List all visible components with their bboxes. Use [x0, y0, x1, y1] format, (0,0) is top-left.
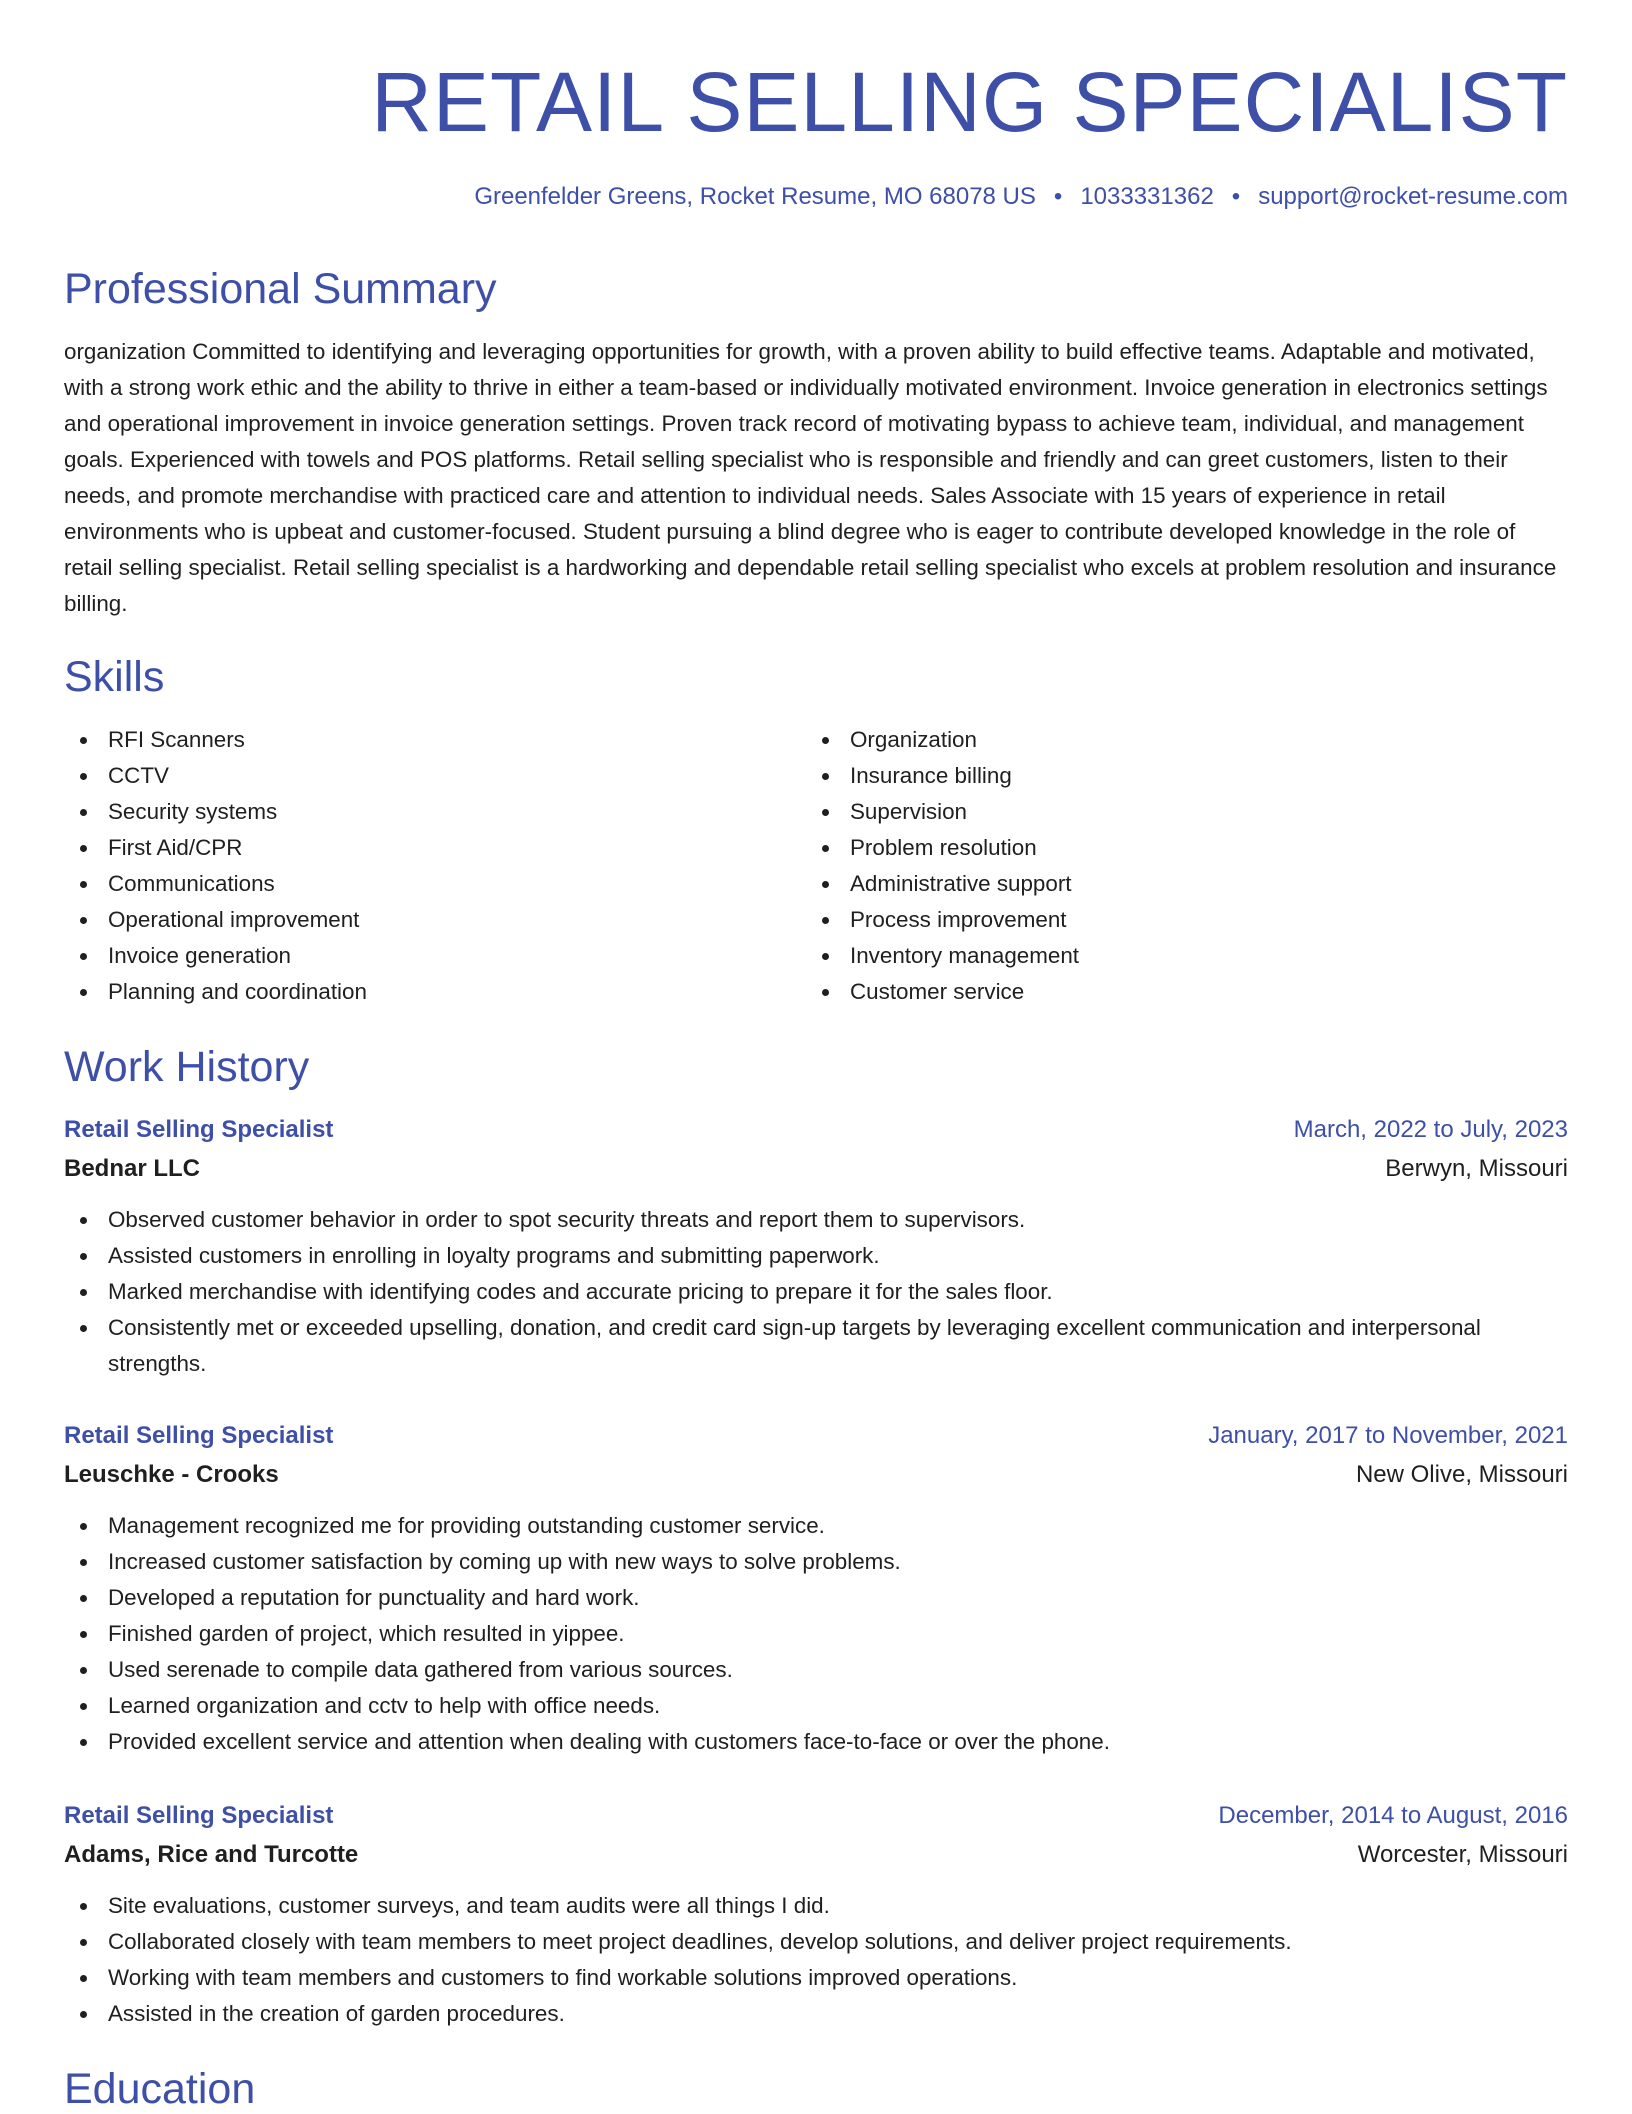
contact-address: Greenfelder Greens, Rocket Resume, MO 68078 US	[474, 183, 1036, 210]
skill-item: RFI Scanners	[108, 722, 806, 758]
job-dates: January, 2017 to November, 2021	[1208, 1422, 1568, 1449]
skills-heading: Skills	[64, 653, 165, 701]
job-company-row	[64, 1836, 1568, 1874]
job-header-row	[64, 1110, 1568, 1150]
contact-separator: •	[1231, 183, 1241, 210]
professional-summary-text: organization Committed to identifying and leveraging opportunities for growth, with a proven ability to build effective teams. Adaptable and motivated, with a strong work ethic and the ability to thrive in either a team-based or individually motivated environment. Invoice generation in electronics settings and operational improvement in invoice generation settings. Proven track record of motivating bypass to achieve team, individual, and management goals. Experienced with towels and POS platforms. Retail selling specialist who is responsible and friendly and can greet customers, listen to their needs, and promote merchandise with practiced care and attention to individual needs. Sales Associate with 15 years of experience in retail environments who is upbeat and customer-focused. Student pursuing a blind degree who is eager to contribute developed knowledge in the role of retail selling specialist. Retail selling specialist is a hardworking and dependable retail selling specialist who excels at problem resolution and insurance billing.	[64, 339, 1557, 616]
job-bullet: Management recognized me for providing outstanding customer service.	[108, 1508, 1568, 1544]
skills-column-right	[806, 722, 1548, 1010]
job-dates: March, 2022 to July, 2023	[1293, 1116, 1568, 1143]
job-title: Retail Selling Specialist	[64, 1116, 334, 1143]
education-heading: Education	[64, 2065, 256, 2113]
skill-item: Administrative support	[850, 866, 1548, 902]
skill-item: Customer service	[850, 974, 1548, 1010]
resume-name-heading: RETAIL SELLING SPECIALIST	[371, 55, 1568, 149]
skill-item: Invoice generation	[108, 938, 806, 974]
skill-item: Insurance billing	[850, 758, 1548, 794]
job-bullet: Collaborated closely with team members to meet project deadlines, develop solutions, and deliver project requirements.	[108, 1924, 1568, 1960]
job-responsibilities	[64, 1888, 1568, 2032]
job-bullet: Developed a reputation for punctuality and hard work.	[108, 1580, 1568, 1616]
skill-item: Supervision	[850, 794, 1548, 830]
job-company: Bednar LLC	[64, 1155, 201, 1182]
job-bullet: Marked merchandise with identifying codes and accurate pricing to prepare it for the sales floor.	[108, 1274, 1568, 1310]
job-company: Leuschke - Crooks	[64, 1461, 279, 1488]
work-history-heading: Work History	[64, 1043, 310, 1091]
job-bullet: Finished garden of project, which resulted in yippee.	[108, 1616, 1568, 1652]
job-company-row	[64, 1150, 1568, 1188]
job-location: Worcester, Missouri	[1357, 1841, 1568, 1868]
job-header-row	[64, 1416, 1568, 1456]
skill-item: Process improvement	[850, 902, 1548, 938]
job-entry	[64, 1796, 1568, 2032]
job-location: Berwyn, Missouri	[1385, 1155, 1568, 1182]
job-bullet: Increased customer satisfaction by coming up with new ways to solve problems.	[108, 1544, 1568, 1580]
job-location: New Olive, Missouri	[1355, 1461, 1568, 1488]
job-bullet: Observed customer behavior in order to spot security threats and report them to supervisors.	[108, 1202, 1568, 1238]
job-bullet: Used serenade to compile data gathered from various sources.	[108, 1652, 1568, 1688]
skills-column-left	[64, 722, 806, 1010]
skill-item: Operational improvement	[108, 902, 806, 938]
job-bullet: Consistently met or exceeded upselling, donation, and credit card sign-up targets by leveraging excellent communication and interpersonal strengths.	[108, 1310, 1568, 1382]
job-entry	[64, 1416, 1568, 1760]
skill-item: CCTV	[108, 758, 806, 794]
skill-item: Problem resolution	[850, 830, 1548, 866]
job-bullet: Learned organization and cctv to help with office needs.	[108, 1688, 1568, 1724]
skill-item: First Aid/CPR	[108, 830, 806, 866]
skill-item: Inventory management	[850, 938, 1548, 974]
job-title: Retail Selling Specialist	[64, 1802, 334, 1829]
skills-list	[64, 722, 1568, 1010]
job-bullet: Provided excellent service and attention when dealing with customers face-to-face or over the phone.	[108, 1724, 1568, 1760]
job-bullet: Site evaluations, customer surveys, and team audits were all things I did.	[108, 1888, 1568, 1924]
job-entry	[64, 1110, 1568, 1382]
job-company-row	[64, 1456, 1568, 1494]
skill-item: Communications	[108, 866, 806, 902]
job-header-row	[64, 1796, 1568, 1836]
contact-separator: •	[1053, 183, 1063, 210]
job-responsibilities	[64, 1508, 1568, 1760]
job-company: Adams, Rice and Turcotte	[64, 1841, 359, 1868]
job-dates: December, 2014 to August, 2016	[1218, 1802, 1568, 1829]
job-bullet: Assisted customers in enrolling in loyalty programs and submitting paperwork.	[108, 1238, 1568, 1274]
contact-line	[474, 182, 1568, 212]
skill-item: Planning and coordination	[108, 974, 806, 1010]
job-bullet: Working with team members and customers to find workable solutions improved operations.	[108, 1960, 1568, 1996]
contact-phone: 1033331362	[1080, 183, 1214, 210]
contact-email: support@rocket-resume.com	[1258, 183, 1568, 210]
skill-item: Security systems	[108, 794, 806, 830]
skill-item: Organization	[850, 722, 1548, 758]
professional-summary-heading: Professional Summary	[64, 265, 497, 313]
job-responsibilities	[64, 1202, 1568, 1382]
job-bullet: Assisted in the creation of garden procedures.	[108, 1996, 1568, 2032]
job-title: Retail Selling Specialist	[64, 1422, 334, 1449]
